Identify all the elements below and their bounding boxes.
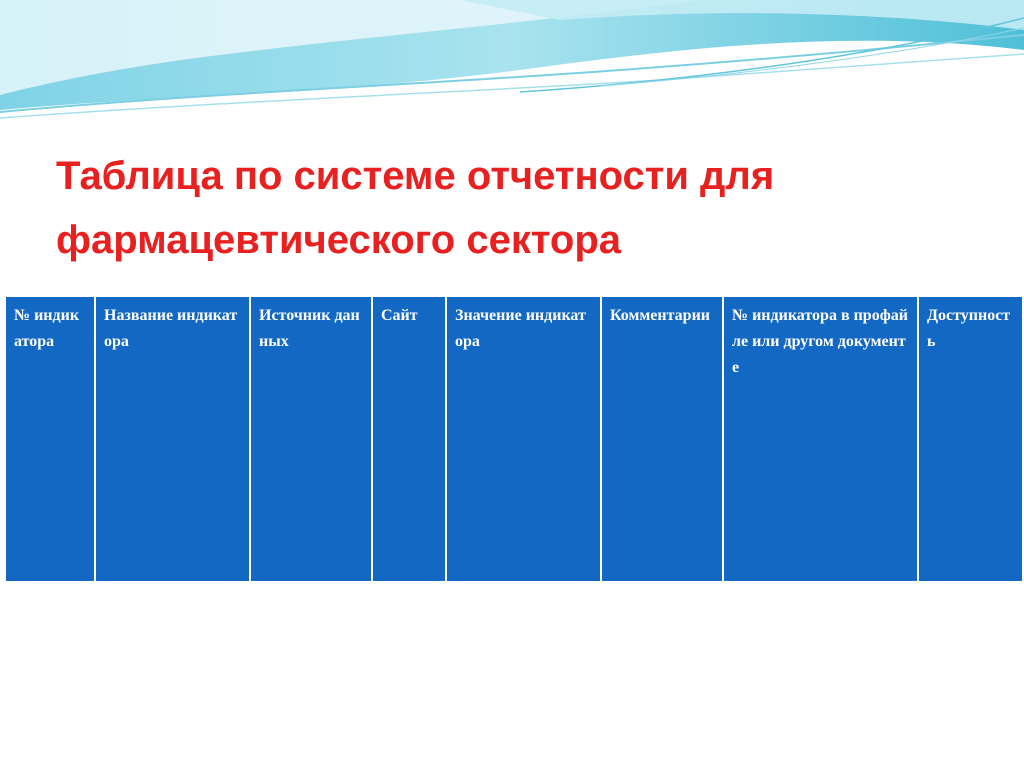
title-line-2: фармацевтического сектора [56, 218, 622, 262]
column-header-site: Сайт [372, 296, 446, 582]
column-header-comments: Комментарии [601, 296, 723, 582]
table-header-row [5, 296, 1023, 582]
report-table-container [4, 295, 1024, 583]
report-table [4, 295, 1024, 583]
column-header-availability: Доступность [918, 296, 1023, 582]
column-header-data-source: Источник данных [250, 296, 372, 582]
title-line-1: Таблица по системе отчетности для [56, 154, 775, 198]
slide-title [56, 144, 976, 272]
column-header-profile-indicator-number: № индикатора в профайле или другом документе [723, 296, 918, 582]
column-header-indicator-name: Название индикатора [95, 296, 250, 582]
column-header-indicator-value: Значение индикатора [446, 296, 601, 582]
column-header-indicator-number: № индикатора [5, 296, 95, 582]
wave-decoration [0, 0, 1024, 130]
